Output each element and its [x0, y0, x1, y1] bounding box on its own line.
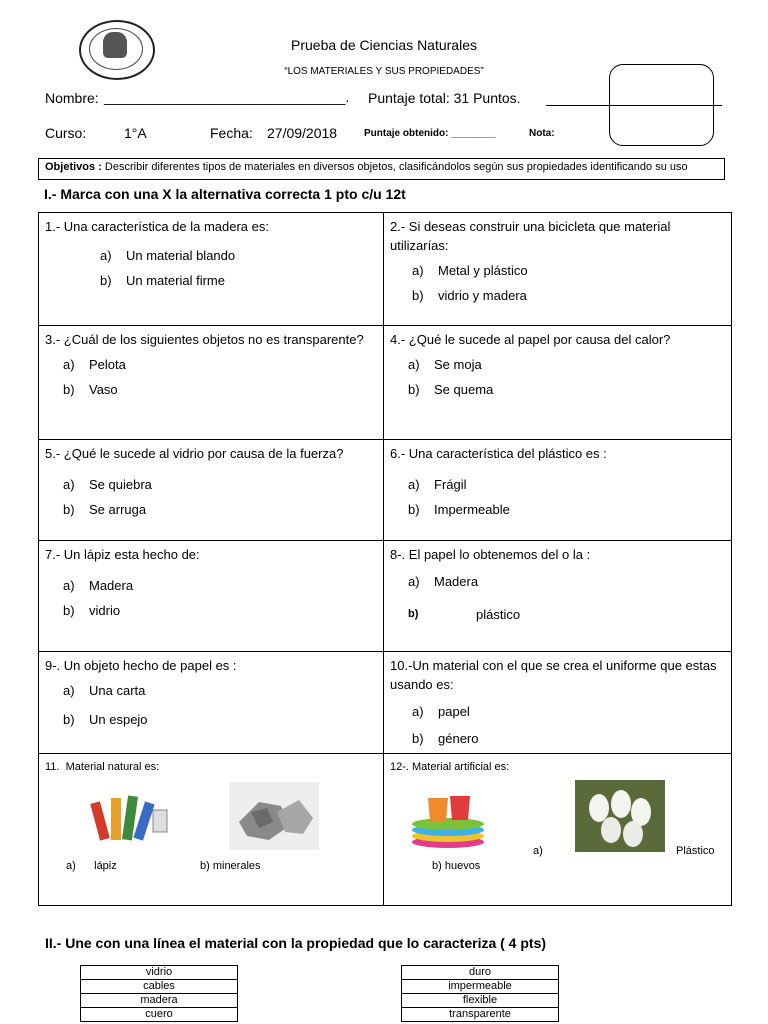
q3-option-b[interactable]: b) Vaso [63, 382, 118, 397]
plastic-cups-image [408, 792, 488, 850]
q11-option-b[interactable]: b) minerales [200, 860, 261, 872]
question-5-text: 5.- ¿Qué le sucede al vidrio por causa de la fuerza? [45, 446, 344, 461]
pencils-image [89, 788, 179, 844]
puntaje-total: Puntaje total: 31 Puntos. [368, 90, 521, 106]
question-9-text: 9-. Un objeto hecho de papel es : [45, 658, 237, 673]
fecha-value: 27/09/2018 [267, 125, 338, 141]
nota-box[interactable] [609, 64, 714, 146]
q8-option-b[interactable]: b) plástico [408, 607, 521, 622]
question-2 [384, 213, 732, 326]
q2-option-b[interactable]: b) vidrio y madera [412, 288, 527, 303]
q4-option-b[interactable]: b) Se quema [408, 382, 494, 397]
q7-option-b[interactable]: b) vidrio [63, 603, 121, 618]
q2-option-a[interactable]: a) Metal y plástico [412, 263, 528, 278]
question-9 [39, 652, 384, 754]
objetivos-text: Describir diferentes tipos de materiales en diversos objetos, clasificándolos según sus propiedades identificando su uso [104, 161, 688, 173]
curso-label: Curso: [45, 125, 87, 141]
q9-option-b[interactable]: b) Un espejo [63, 712, 148, 727]
questions-table [38, 212, 732, 906]
question-8 [384, 541, 732, 652]
section2-title: II.- Une con una línea el material con la propiedad que lo caracteriza ( 4 pts) [45, 935, 547, 951]
question-3 [39, 326, 384, 440]
material-item[interactable]: madera [81, 994, 238, 1008]
q1-option-a[interactable]: a) Un material blando [100, 248, 236, 263]
q6-option-a[interactable]: a) Frágil [408, 477, 467, 492]
question-10 [384, 652, 732, 754]
property-item[interactable]: impermeable [402, 980, 559, 994]
property-item[interactable]: flexible [402, 994, 559, 1008]
property-item[interactable]: duro [402, 966, 559, 980]
q8-option-a[interactable]: a) Madera [408, 574, 479, 589]
curso-value: 1°A [124, 125, 147, 141]
q12-option-b[interactable]: b) huevos [432, 860, 481, 872]
nombre-line[interactable]: _______________________________. [104, 89, 350, 105]
material-item[interactable]: cuero [81, 1008, 238, 1022]
material-item[interactable]: vidrio [81, 966, 238, 980]
section1-title: I.- Marca con una X la alternativa correcta 1 pto c/u 12t [44, 186, 406, 202]
question-11-text: 11. Material natural es: [45, 761, 160, 773]
question-11 [39, 754, 384, 906]
objetivos-label: Objetivos : [45, 161, 102, 173]
q5-option-b[interactable]: b) Se arruga [63, 502, 147, 517]
test-title: Prueba de Ciencias Naturales [291, 37, 477, 53]
test-subtitle: “LOS MATERIALES Y SUS PROPIEDADES” [284, 66, 484, 77]
properties-list [401, 965, 559, 1022]
question-12-text: 12-. Material artificial es: [390, 761, 510, 773]
question-2-text: 2.- Si deseas construir una bicicleta que material utilizarías: [390, 219, 671, 253]
question-1-text: 1.- Una característica de la madera es: [45, 219, 269, 234]
material-item[interactable]: cables [81, 980, 238, 994]
materials-list [80, 965, 238, 1022]
q12-option-a-letter[interactable]: a) [533, 845, 543, 857]
nombre-label: Nombre: [45, 90, 99, 106]
question-4-text: 4.- ¿Qué le sucede al papel por causa del calor? [390, 332, 671, 347]
question-6-text: 6.- Una característica del plástico es : [390, 446, 607, 461]
question-4 [384, 326, 732, 440]
question-3-text: 3.- ¿Cuál de los siguientes objetos no es transparente? [45, 332, 364, 347]
objetivos-box [38, 158, 725, 180]
q12-option-a[interactable]: Plástico [676, 845, 715, 857]
puntaje-obtenido: Puntaje obtenido: ________ [364, 128, 496, 139]
question-10-text: 10.-Un material con el que se crea el uniforme que estas usando es: [390, 658, 717, 692]
q1-option-b[interactable]: b) Un material firme [100, 273, 225, 288]
q6-option-b[interactable]: b) Impermeable [408, 502, 510, 517]
q3-option-a[interactable]: a) Pelota [63, 357, 126, 372]
question-1 [39, 213, 384, 326]
question-5 [39, 440, 384, 541]
q9-option-a[interactable]: a) Una carta [63, 683, 146, 698]
question-12 [384, 754, 732, 906]
question-8-text: 8-. El papel lo obtenemos del o la : [390, 547, 591, 562]
fecha-label: Fecha: [210, 125, 253, 141]
q11-option-a[interactable]: a) lápiz [66, 860, 117, 872]
q7-option-a[interactable]: a) Madera [63, 578, 134, 593]
question-6 [384, 440, 732, 541]
property-item[interactable]: transparente [402, 1008, 559, 1022]
minerals-image [229, 782, 319, 850]
question-7 [39, 541, 384, 652]
q10-option-a[interactable]: a) papel [412, 704, 470, 719]
q4-option-a[interactable]: a) Se moja [408, 357, 482, 372]
eggs-image [575, 780, 665, 852]
q5-option-a[interactable]: a) Se quiebra [63, 477, 152, 492]
q10-option-b[interactable]: b) género [412, 731, 479, 746]
question-7-text: 7.- Un lápiz esta hecho de: [45, 547, 200, 562]
nota-label: Nota: [529, 128, 555, 139]
